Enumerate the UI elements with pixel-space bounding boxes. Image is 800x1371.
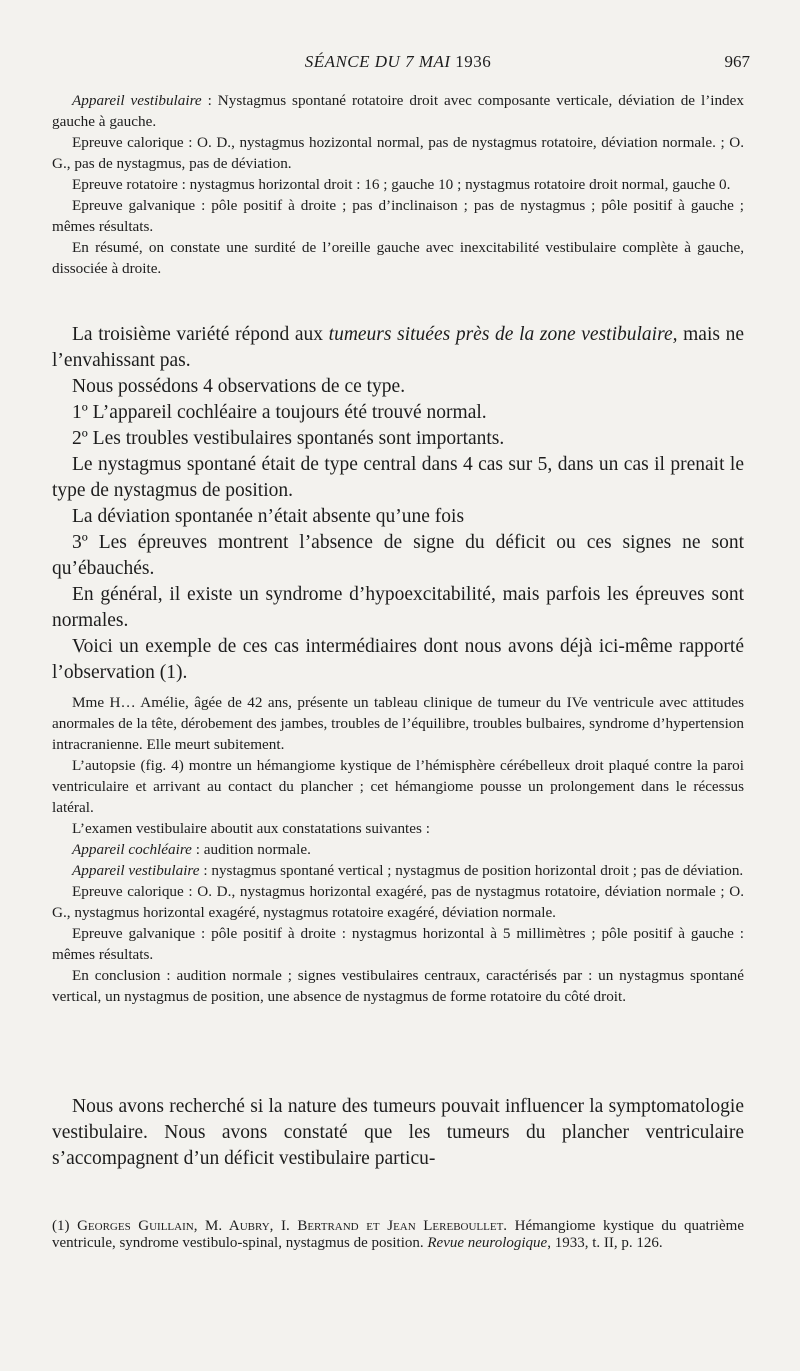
case1-summary: En résumé, on constate une surdité de l’oreille gauche avec inexcitabilité vestibulaire complète à gauche, dissociée à droite. xyxy=(52,239,744,277)
case2-autopsy: L’autopsie (fig. 4) montre un hémangiome kystique de l’hémisphère cérébelleux droit plaqué contre la paroi ventriculaire et arrivant au contact du plancher ; cet hémangiome pousse un prolongement dans le récessus latéral. xyxy=(52,757,744,816)
case2-intro xyxy=(52,692,744,755)
main-p6: La déviation spontanée n’était absente qu’une fois xyxy=(72,506,465,527)
footnote xyxy=(52,1218,744,1252)
closing-p1: Nous avons recherché si la nature des tumeurs pouvait influencer la symptomatologie vestibulaire. Nous avons constaté que les tumeurs du plancher ventriculaire s’accompagnent d’un déficit vestibulaire particu- xyxy=(52,1096,744,1169)
main-text xyxy=(52,322,744,686)
case2-galvanic: Epreuve galvanique : pôle positif à droite : nystagmus horizontal à 5 millimètres ; pôle positif à gauche : mêmes résultats. xyxy=(52,925,744,963)
main-p4: 2º Les troubles vestibulaires spontanés sont importants. xyxy=(72,428,505,449)
case2-intro-text: H… Amélie, âgée de 42 ans, présente un tableau clinique de tumeur du IVe ventricule avec attitudes anormales de la tête, dérobement des jambes, troubles de l’équilibre, troubles bulbaires, syndrome d’hypertension intracranienne. Elle meurt subitement. xyxy=(52,694,744,753)
main-p8: En général, il existe un syndrome d’hypoexcitabilité, mais parfois les épreuves sont normales. xyxy=(52,584,744,631)
case2-exam: L’examen vestibulaire aboutit aux constatations suivantes : xyxy=(72,820,430,837)
case2-vestibular-text: : nystagmus spontané vertical ; nystagmus de position horizontal droit ; pas de déviation. xyxy=(199,862,744,879)
closing-text xyxy=(52,1094,744,1172)
footnote-1 xyxy=(52,1218,744,1252)
footnote-authors: Georges Guillain, M. Aubry, I. Bertrand et Jean Lereboullet. xyxy=(77,1218,508,1234)
running-title-year: 1936 xyxy=(455,52,492,71)
main-p1-post: mais ne l’envahissant pas. xyxy=(52,324,744,371)
case2-conclusion: En conclusion : audition normale ; signes vestibulaires centraux, caractérisés par : un nystagmus spontané vertical, un nystagmus de position, une absence de nystagmus de forme rotatoire du côté droit. xyxy=(52,967,744,1005)
main-p1 xyxy=(52,322,744,374)
page-number: 967 xyxy=(724,52,750,71)
case2-cochlear-text: : audition normale. xyxy=(191,841,311,858)
case1-galvanic: Epreuve galvanique : pôle positif à droite ; pas d’inclinaison ; pas de nystagmus ; pôle positif à gauche ; mêmes résultats. xyxy=(52,197,744,235)
case1-vestibular-label: Appareil vestibulaire xyxy=(72,92,202,109)
case1-vestibular xyxy=(52,90,744,132)
case2-cochlear xyxy=(52,839,744,860)
case2-vestibular xyxy=(52,860,744,881)
main-p2: Nous possédons 4 observations de ce type. xyxy=(72,376,406,397)
main-p9: Voici un exemple de ces cas intermédiaires dont nous avons déjà ici-même rapporté l’observation (1). xyxy=(52,636,744,683)
footnote-marker: (1) xyxy=(52,1218,78,1234)
main-p1-em: tumeurs situées près de la zone vestibulaire, xyxy=(328,324,678,345)
footnote-text: Hémangiome kystique du quatrième ventricule, syndrome vestibulo-spinal, nystagmus de position. xyxy=(52,1218,744,1251)
case1-caloric: Epreuve calorique : O. D., nystagmus hozizontal normal, pas de nystagmus rotatoire, déviation normale. ; O. G., pas de nystagmus, pas de déviation. xyxy=(52,134,744,172)
case1-vestibular-text: : Nystagmus spontané rotatoire droit avec composante verticale, déviation de l’index gauche à gauche. xyxy=(52,92,744,130)
main-p1-pre: La troisième variété répond aux xyxy=(72,324,329,345)
case2-caloric: Epreuve calorique : O. D., nystagmus horizontal exagéré, pas de nystagmus rotatoire, déviation normale ; O. G., nystagmus horizontal exagéré, nystagmus rotatoire exagéré, déviation normale. xyxy=(52,883,744,921)
case2-vestibular-label: Appareil vestibulaire xyxy=(72,862,200,879)
case2-cochlear-label: Appareil cochléaire xyxy=(72,841,192,858)
main-p5: Le nystagmus spontané était de type central dans 4 cas sur 5, dans un cas il prenait le type de nystagmus de position. xyxy=(52,454,744,501)
running-title-text: SÉANCE DU 7 MAI xyxy=(304,52,451,71)
main-p3: 1º L’appareil cochléaire a toujours été trouvé normal. xyxy=(72,402,487,423)
case1-rotatory: Epreuve rotatoire : nystagmus horizontal droit : 16 ; gauche 10 ; nystagmus rotatoire droit normal, gauche 0. xyxy=(72,176,731,193)
footnote-ref: , 1933, t. II, p. 126. xyxy=(547,1235,663,1251)
main-p7: 3º Les épreuves montrent l’absence de signe du déficit ou ces signes ne sont qu’ébauchés. xyxy=(52,532,744,579)
running-title xyxy=(52,52,744,72)
case2-intro-mme: Mme xyxy=(72,694,105,711)
case1-report xyxy=(52,90,744,279)
running-head xyxy=(52,52,750,74)
case2-report xyxy=(52,692,744,1007)
footnote-journal: Revue neurologique xyxy=(427,1235,548,1251)
